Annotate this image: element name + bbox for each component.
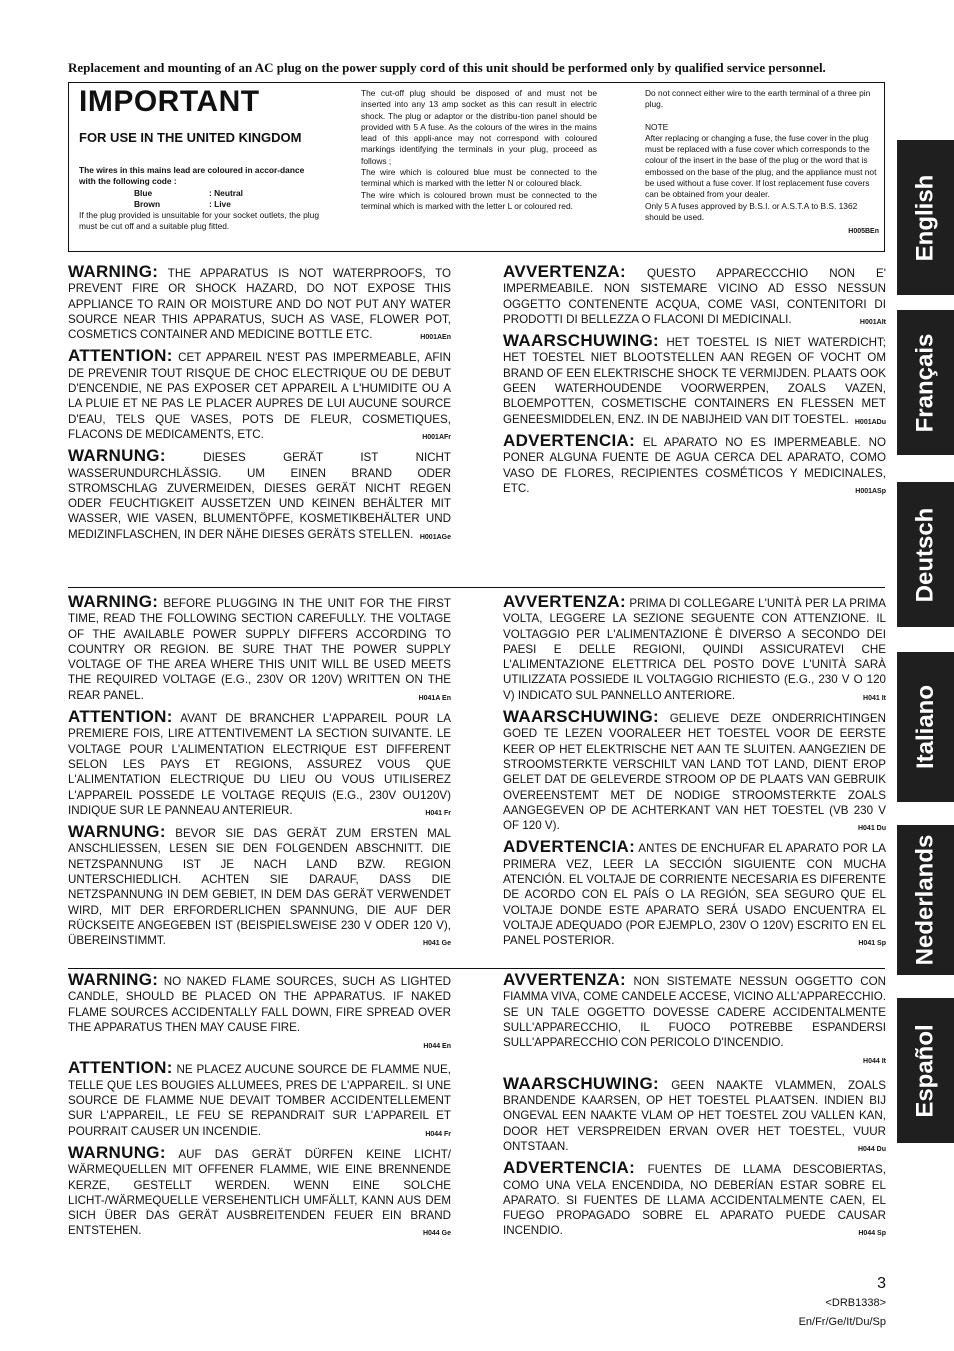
tab-label: Italiano	[911, 684, 939, 770]
warning-block	[503, 1073, 886, 1154]
warning-block	[503, 1160, 886, 1238]
warning-code: H041 Fr	[425, 809, 451, 817]
section1-left	[68, 264, 451, 548]
warning-code: H041 Du	[857, 825, 886, 833]
warning-block	[68, 1142, 451, 1239]
tab-label: English	[911, 174, 939, 261]
divider	[68, 968, 885, 969]
warning-text: NON SISTEMATE NESSUN OGGETTO CON FIAMMA VIVA, COME CANDELE ACCESE, VICINO ALL'APPARECCHIO. SE UN TALE OGGETTO DOVESSE CADERE ACCIDENTALMENTE SULL'APPARECCHIO, IL FUOCO POTREBBE ESPANDERSI SULL'APPARECCHIO CON PERICOLO D'INCENDIO.	[503, 975, 886, 1050]
wire-brown-row	[79, 199, 319, 210]
warning-code: H001ASp	[855, 487, 886, 495]
warning-text: BEFORE PLUGGING IN THE UNIT FOR THE FIRST TIME, READ THE FOLLOWING SECTION CAREFULLY. THE VOLTAGE OF THE AVAILABLE POWER SUPPLY DIFFERS ACCORDING TO COUNTRY OR REGION. BE SURE THAT THE POWER SUPPLY VOLTAGE OF THE AREA WHERE THIS UNIT WILL BE USED MEETS THE REQUIRED VOLTAGE (E.G., 230V OR 120V) WRITTEN ON THE REAR PANEL.	[68, 597, 451, 702]
warning-label: WAARSCHUWING:	[503, 331, 659, 351]
warning-text: THE APPARATUS IS NOT WATERPROOFS, TO PREVENT FIRE OR SHOCK HAZARD, DO NOT EXPOSE THIS APPLIANCE TO RAIN OR MOISTURE AND DO NOT PUT ANY WATER SOURCE NEAR THIS APPARATUS, SUCH AS VASE, FLOWER POT, COSMETICS CONTAINER AND MEDICINE BOTTLE ETC.	[68, 267, 451, 342]
section3-left	[68, 972, 451, 1245]
important-col-1-tail: If the plug provided is unsuitable for your socket outlets, the plug must be cut off and a suitable plug fitted.	[79, 210, 319, 232]
warning-block	[503, 264, 886, 327]
warning-label: ADVERTENCIA:	[503, 837, 636, 857]
warning-code: H041 It	[863, 694, 886, 702]
warning-code: H001AGe	[419, 533, 451, 541]
warning-text: GEEN NAAKTE VLAMMEN, ZOALS BRANDENDE KAARSEN, OP HET TOESTEL PLAATSEN. INDIEN BIJ ONGEVAL EEN NAAKTE VLAM OP HET TOESTEL ZOU VALLEN KAN, DOOR HET VERSPREIDEN ERVAN OVER HET TOESTEL, VUUR ONTSTAAN.	[503, 1078, 886, 1153]
warning-label: WARNUNG:	[68, 1142, 166, 1162]
important-code: H005BEn	[848, 228, 879, 236]
warning-label: ATTENTION:	[68, 346, 173, 366]
important-col-2-p3: The wire which is coloured brown must be connected to the terminal which is marked with the letter L or coloured red.	[361, 189, 597, 211]
warning-block	[503, 594, 886, 703]
warning-code: H001AIt	[859, 318, 886, 326]
tab-label: Français	[911, 333, 939, 432]
warning-block	[68, 594, 451, 703]
warning-text: CET APPAREIL N'EST PAS IMPERMEABLE, AFIN DE PREVENIR TOUT RISQUE DE CHOC ELECTRIQUE OU DE DEBUT D'ENCENDIE, NE PAS EXPOSER CET APPAREIL A L'HUMIDITE OU A LA PLUIE ET NE PAS LE PLACER AUPRES DE LUI AUCUNE SOURCE D'EAU, TELS QUE VASES, POTS DE FLEUR, COSMETIQUES, FLACONS DE MEDICAMENTS, ETC.	[68, 351, 451, 441]
warning-block	[503, 709, 886, 833]
warning-code: H044 En	[423, 1043, 451, 1051]
warning-label: AVVERTENZA:	[503, 262, 626, 281]
warning-block	[68, 1060, 451, 1138]
warning-code: H044 Du	[857, 1145, 886, 1153]
warning-block	[68, 972, 451, 1054]
important-col-3-p3: Only 5 A fuses approved by B.S.I. or A.S.T.A to B.S. 1362 should be used.	[645, 200, 858, 222]
warning-label: WARNING:	[68, 970, 159, 989]
warning-text: PRIMA DI COLLEGARE L'UNITÀ PER LA PRIMA VOLTA, LEGGERE LA SEZIONE SEGUENTE CON ATTENZIONE. IL VOLTAGGIO PER L'ALIMENTAZIONE È DIVERSO A SECONDO DEI PAESI E DELLE REGIONI, QUINDI ASSICURATEVI CHE L'ALIMENTAZIONE ELETTRICA DEL POSTO DOVE L'UNITÀ SARÀ UTILIZZATA POSSIEDE IL VOLTAGGIO RICHIESTO (E.G., 230 V O 120 V) INDICATO SUL PANNELLO ANTERIORE.	[503, 597, 886, 702]
important-subtitle: FOR USE IN THE UNITED KINGDOM	[79, 130, 302, 145]
warning-label: WAARSCHUWING:	[503, 707, 659, 727]
warning-code: H001ADu	[854, 418, 886, 426]
important-col-3	[645, 88, 879, 238]
warning-label: WARNING:	[68, 262, 159, 281]
tab-italiano[interactable]	[897, 652, 954, 802]
warning-block	[68, 824, 451, 948]
warning-text: AVANT DE BRANCHER L'APPAREIL POUR LA PREMIERE FOIS, LIRE ATTENTIVEMENT LA SECTION SUIVANTE. LE VOLTAGE POUR L'ALIMENTATION ELECTRIQUE EST DIFFERENT SELON LES PAYS ET REGIONS, ASSUREZ VOUS QUE L'ALIMENTATION ELECTRIQUE DU LIEU OU VOUS UTILISEREZ L'APPAREIL POSSEDE LE VOLTAGE REQUIS (E.G., 230V OU120V) INDIQUE SUR LE PANNEAU ANTERIEUR.	[68, 712, 451, 817]
section2-right	[503, 594, 886, 955]
tab-francais[interactable]	[897, 310, 954, 455]
wires-intro: The wires in this mains lead are coloured in accor-dance with the following code :	[79, 165, 305, 187]
warning-block	[503, 839, 886, 948]
important-col-2-p1: The cut-off plug should be disposed of and must not be inserted into any 13 amp socket as this can result in electric shock. The plug or adaptor or the distribu-tion panel should be provided with 5 A fuse. As the colours of the wires in the mains lead of this appli-ance may not correspond with coloured markings identifying the terminals in your plug, proceed as follows ;	[361, 88, 597, 166]
section2-left	[68, 594, 451, 955]
tab-label: Español	[911, 1023, 939, 1118]
tab-nederlands[interactable]	[897, 825, 954, 975]
warning-label: ATTENTION:	[68, 707, 173, 727]
warning-label: ADVERTENCIA:	[503, 1158, 636, 1178]
important-col-2	[361, 88, 597, 212]
wire-brown: Brown	[134, 198, 161, 209]
warning-block	[503, 972, 886, 1070]
warning-text: NE PLACEZ AUCUNE SOURCE DE FLAMME NUE, TELLE QUE LES BOUGIES ALLUMEES, PRES DE L'APPAREIL. SI UNE SOURCE DE FLAMME NUE DEVAIT TOMBER ACCIDENTELLEMENT SUR L'APPAREIL, LE FEU SE REPANDRAIT SUR L'APPAREIL ET POURRAIT CAUSER UN INCENDIE.	[68, 1063, 451, 1138]
warning-code: H041A En	[418, 694, 451, 702]
top-notice: Replacement and mounting of an AC plug on the power supply cord of this unit should be performed only by qualified service personnel.	[68, 60, 826, 75]
warning-block	[503, 430, 886, 496]
page-number: 3	[877, 1275, 886, 1292]
warning-block	[68, 348, 451, 442]
warning-text: FUENTES DE LLAMA DESCOBIERTAS, COMO UNA VELA ENCENDIDA, NO DEBERÍAN ESTAR SOBRE EL APARATO. SI FUENTES DE LLAMA ACCIDENTALMENTE CAEN, EL FUEGO PROPAGADO SOBRE EL APARATO PUEDE CAUSAR INCENDIO.	[503, 1163, 886, 1238]
warning-block	[503, 333, 886, 427]
section1-right	[503, 264, 886, 502]
warning-block	[68, 448, 451, 542]
tab-label: Nederlands	[911, 834, 939, 966]
warning-text: GELIEVE DEZE ONDERRICHTINGEN GOED TE LEZEN VOORALEER HET TOESTEL VOOR DE EERSTE KEER OP HET ELEKTRISCHE NET AAN TE SLUITEN. AANGEZIEN DE STROOMSTERKTE VERSCHILT VAN LAND TOT LAND, DIENT EROP GELET DAT DE GELEVERDE STROOM OP DE PLAATS VAN GEBRUIK OVEREENSTEMT MET DE NODIGE STROOMSTERKTE ZOALS AANGEGEVEN OP DE ACHTERKANT VAN HET TOESTEL (VB 230 V OF 120 V).	[503, 712, 886, 833]
important-note-label: NOTE	[645, 121, 669, 132]
warning-code: H041 Ge	[422, 940, 451, 948]
warning-label: WAARSCHUWING:	[503, 1073, 659, 1093]
warning-text: QUESTO APPARECCCHIO NON E' IMPERMEABILE. NON SISTEMARE VICINO AD ESSO NESSUN OGGETTO CONTENENTE ACQUA, COME VASI, CONTENITORI DI PRODOTTI DI BELLEZZA O FLACONI DI MEDICINALI.	[503, 267, 886, 326]
warning-text: HET TOESTEL IS NIET WATERDICHT; HET TOESTEL NIET BLOOTSTELLEN AAN REGEN OF VOCHT OM BRAND OF EEN ELEKTRISCHE SHOCK TE VERMIJDEN. PLAATS OOK GEEN WATERHOUDENDE VOORWERPEN, ZOALS VAZEN, BLOEMPOTTEN, COSMETISCHE CONTAINERS EN FLESSEN MET GENEESMIDDELEN, ENZ. IN DE NABIJHEID VAN DIT TOESTEL.	[503, 336, 886, 426]
warning-label: WARNUNG:	[68, 822, 166, 842]
warning-code: H044 It	[863, 1058, 886, 1066]
warning-label: AVVERTENZA:	[503, 592, 626, 611]
document-id: <DRB1338>	[825, 1297, 886, 1309]
tab-label: Deutsch	[911, 507, 939, 602]
warning-text: ANTES DE ENCHUFAR EL APARATO POR LA PRIMERA VEZ, LEER LA SECCIÓN SIGUIENTE CON MUCHA ATENCIÓN. EL VOLTAJE DE CORRIENTE NECESARIA ES DIFERENTE DE ACORDO CON EL PAÍS O LA REGIÓN, SEA SEGURO QUE EL VOLTAJE DONDE ESTE APARATO SERÁ USADO ENCUENTRA EL VOLTAJE ADEQUADO (POR EJEMPLO, 230V O 120V) ESCRITO EN EL PANEL POSTERIOR.	[503, 842, 886, 948]
warning-code: H044 Sp	[858, 1230, 886, 1238]
important-col-3-p2: After replacing or changing a fuse, the fuse cover in the plug must be replaced with a fuse cover which corresponds to the colour of the insert in the base of the plug or the word that is embossed on the base of the plug, and the appliance must not be used without a fuse cover. If lost replacement fuse covers can be obtained from your dealer.	[645, 132, 877, 200]
warning-label: WARNUNG:	[68, 446, 166, 466]
warning-text: EL APARATO NO ES IMPERMEABLE. NO PONER ALGUNA FUENTE DE AGUA CERCA DEL APARATO, COMO VASO DE FLORES, RECIPIENTES COSMÉTICOS Y MEDICINALES, ETC.	[503, 435, 886, 495]
warning-code: H001AFr	[422, 433, 451, 441]
important-title: IMPORTANT	[79, 85, 260, 118]
warning-label: ATTENTION:	[68, 1058, 173, 1078]
warning-block	[68, 709, 451, 818]
warning-text: AUF DAS GERÄT DÜRFEN KEINE LICHT/ WÄRMEQUELLEN MIT OFFENER FLAMME, WIE EINE BRENNENDE KERZE, GESTELLT WERDEN. WENN EINE SOLCHE LICHT-/WÄRMEQUELLE VERSEHENTLICH UMFÄLLT, KANN AUS DEM SICH ÜBER DAS GERÄT AUSBREITENDEN FEUER EIN BRAND ENTSTEHEN.	[68, 1147, 451, 1238]
divider	[68, 587, 885, 588]
warning-code: H044 Fr	[425, 1130, 451, 1138]
warning-code: H044 Ge	[422, 1230, 451, 1238]
warning-block	[68, 264, 451, 342]
wire-brown-value: : Live	[209, 198, 231, 209]
warning-label: WARNING:	[68, 592, 159, 611]
language-codes: En/Fr/Ge/It/Du/Sp	[798, 1316, 886, 1328]
important-col-2-p2: The wire which is coloured blue must be connected to the terminal which is marked with the letter N or coloured black.	[361, 167, 597, 189]
warning-label: ADVERTENCIA:	[503, 430, 636, 450]
warning-text: NO NAKED FLAME SOURCES, SUCH AS LIGHTED CANDLE, SHOULD BE PLACED ON THE APPARATUS. IF NAKED FLAME SOURCES ACCIDENTALLY FALL DOWN, FIRE SPREAD OVER THE APPARATUS THEN MAY CAUSE FIRE.	[68, 975, 451, 1034]
wire-blue-row	[79, 188, 319, 199]
important-col-3-p1: Do not connect either wire to the earth terminal of a three pin plug.	[645, 88, 871, 110]
warning-label: AVVERTENZA:	[503, 970, 626, 989]
warning-code: H001AEn	[420, 334, 451, 342]
wire-blue-value: : Neutral	[209, 187, 243, 198]
section3-right	[503, 972, 886, 1245]
tab-espanol[interactable]	[897, 998, 954, 1143]
warning-code: H041 Sp	[858, 940, 886, 948]
important-box	[68, 82, 885, 252]
warning-text: BEVOR SIE DAS GERÄT ZUM ERSTEN MAL ANSCHLIESSEN, LESEN SIE DEN FOLGENDEN ABSCHNITT. DIE NETZSPANNUNG IST JE NACH LAND BZW. REGION UNTERSCHIEDLICH. ACHTEN SIE DARAUF, DASS DIE NETZSPANNUNG IN DEM GEBIET, IN DEM DAS GERÄT VERWENDET WIRD, MIT DER ERFORDERLICHEN SPANNUNG, DIE AUF DER RÜCKSEITE ANGEGEBEN IST (BEISPIELSWEISE 230 V ODER 120 V), ÜBEREINSTIMMT.	[68, 827, 451, 948]
tab-deutsch[interactable]	[897, 482, 954, 627]
tab-english[interactable]	[897, 140, 954, 295]
wire-blue: Blue	[134, 187, 153, 198]
important-col-1	[79, 165, 319, 233]
warning-text: DIESES GERÄT IST NICHT WASSERUNDURCHLÄSSIG. UM EINEN BRAND ODER STROMSCHLAG ZUVERMEIDEN, DIESES GERÄT NICHT REGEN ODER FEUCHTIGKEIT AUSSETZEN UND KEINEN BEHÄLTER MIT WASSER, WIE VASEN, BLUMENTÖPFE, KOSMETIKBEHÄLTER UND MEDIZINFLASCHEN, IN DER NÄHE DIESES GERÄTS STELLEN.	[68, 451, 451, 541]
